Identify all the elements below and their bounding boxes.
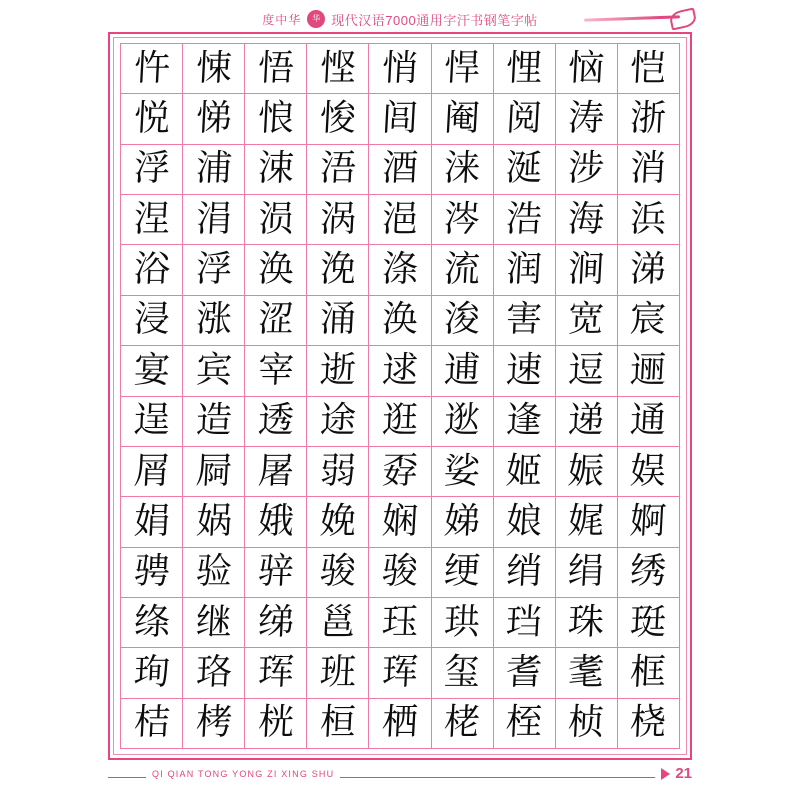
character-glyph: 悌 — [194, 98, 233, 140]
character-cell — [556, 94, 618, 144]
character-glyph: 娲 — [194, 500, 233, 542]
character-glyph: 忤 — [132, 47, 171, 89]
character-glyph: 绦 — [132, 601, 171, 643]
character-cell — [245, 245, 307, 295]
character-cell — [369, 648, 431, 698]
character-cell — [183, 699, 245, 749]
character-glyph: 逑 — [380, 349, 420, 391]
character-cell — [556, 598, 618, 648]
character-cell — [432, 245, 494, 295]
pen-body — [584, 15, 680, 21]
character-cell — [369, 598, 431, 648]
character-cell — [369, 44, 431, 94]
character-grid — [120, 43, 680, 749]
footer-pinyin: QI QIAN TONG YONG ZI XING SHU — [146, 769, 340, 779]
character-glyph: 流 — [443, 249, 482, 291]
character-cell — [432, 145, 494, 195]
character-glyph: 悦 — [132, 98, 171, 140]
character-glyph: 透 — [256, 400, 295, 442]
character-glyph: 栳 — [443, 702, 482, 744]
character-glyph: 润 — [505, 249, 544, 291]
character-glyph: 娘 — [505, 500, 544, 542]
character-glyph: 绠 — [443, 551, 482, 593]
character-glyph: 阅 — [505, 98, 544, 140]
character-cell — [245, 296, 307, 346]
character-glyph: 逝 — [318, 349, 357, 391]
character-glyph: 浸 — [132, 299, 171, 341]
character-cell — [121, 598, 183, 648]
character-cell — [245, 648, 307, 698]
character-glyph: 骍 — [256, 551, 295, 593]
character-glyph: 珣 — [132, 651, 171, 693]
character-cell — [245, 195, 307, 245]
character-glyph: 绢 — [567, 551, 606, 593]
character-glyph: 娥 — [256, 500, 295, 542]
character-cell — [121, 497, 183, 547]
character-cell — [245, 94, 307, 144]
character-glyph: 绣 — [629, 551, 668, 593]
character-glyph: 桓 — [318, 702, 357, 744]
character-cell — [307, 44, 369, 94]
character-cell — [432, 598, 494, 648]
character-cell — [307, 699, 369, 749]
character-glyph: 班 — [318, 651, 357, 693]
character-glyph: 悝 — [505, 47, 544, 89]
character-cell — [183, 598, 245, 648]
character-cell — [369, 195, 431, 245]
character-cell — [432, 548, 494, 598]
character-glyph: 涧 — [567, 249, 606, 291]
character-glyph: 珽 — [629, 601, 668, 643]
character-glyph: 娩 — [318, 500, 357, 542]
character-glyph: 桄 — [256, 702, 295, 744]
character-glyph: 浦 — [194, 148, 233, 190]
character-cell — [556, 699, 618, 749]
character-glyph: 娟 — [132, 500, 171, 542]
character-cell — [494, 346, 556, 396]
character-cell — [494, 94, 556, 144]
character-glyph: 娴 — [380, 500, 420, 542]
character-cell — [307, 648, 369, 698]
character-cell — [494, 497, 556, 547]
character-glyph: 耄 — [567, 651, 606, 693]
character-cell — [494, 648, 556, 698]
character-cell — [556, 44, 618, 94]
character-glyph: 速 — [505, 349, 544, 391]
character-glyph: 娣 — [443, 500, 482, 542]
character-cell — [618, 648, 680, 698]
character-glyph: 宴 — [132, 349, 171, 391]
character-cell — [369, 296, 431, 346]
character-cell — [494, 397, 556, 447]
character-cell — [307, 245, 369, 295]
character-glyph: 骏 — [318, 551, 357, 593]
character-cell — [121, 195, 183, 245]
character-cell — [618, 497, 680, 547]
character-cell — [556, 648, 618, 698]
character-cell — [556, 296, 618, 346]
character-glyph: 娠 — [567, 450, 606, 492]
character-glyph: 浚 — [443, 299, 482, 341]
character-glyph: 涣 — [380, 299, 420, 341]
character-cell — [618, 296, 680, 346]
character-cell — [618, 397, 680, 447]
character-glyph: 害 — [505, 299, 544, 341]
character-cell — [307, 447, 369, 497]
character-cell — [369, 699, 431, 749]
character-cell — [618, 195, 680, 245]
character-glyph: 浙 — [629, 98, 668, 140]
character-glyph: 桡 — [629, 702, 668, 744]
character-cell — [432, 44, 494, 94]
character-cell — [618, 548, 680, 598]
character-glyph: 骋 — [132, 551, 171, 593]
character-cell — [556, 497, 618, 547]
character-cell — [618, 94, 680, 144]
character-cell — [618, 245, 680, 295]
character-cell — [121, 346, 183, 396]
character-glyph: 珲 — [256, 651, 295, 693]
character-cell — [245, 346, 307, 396]
character-cell — [494, 44, 556, 94]
character-cell — [369, 497, 431, 547]
character-cell — [245, 44, 307, 94]
character-glyph: 悢 — [256, 98, 295, 140]
fountain-pen-icon — [584, 8, 704, 26]
character-glyph: 途 — [318, 400, 357, 442]
character-cell — [307, 548, 369, 598]
character-glyph: 宰 — [256, 349, 295, 391]
character-cell — [618, 598, 680, 648]
character-glyph: 屠 — [256, 450, 295, 492]
character-glyph: 邕 — [318, 601, 357, 643]
character-glyph: 浯 — [318, 148, 357, 190]
character-glyph: 悚 — [194, 47, 233, 89]
character-cell — [245, 598, 307, 648]
character-cell — [121, 699, 183, 749]
character-glyph: 珙 — [443, 601, 482, 643]
character-cell — [121, 296, 183, 346]
character-glyph: 婀 — [629, 500, 668, 542]
character-cell — [369, 397, 431, 447]
character-cell — [245, 699, 307, 749]
character-cell — [121, 94, 183, 144]
character-glyph: 孬 — [380, 450, 420, 492]
character-glyph: 悟 — [256, 47, 295, 89]
character-glyph: 涕 — [629, 249, 668, 291]
character-cell — [121, 648, 183, 698]
character-cell — [369, 245, 431, 295]
character-cell — [556, 397, 618, 447]
character-glyph: 造 — [194, 400, 233, 442]
character-glyph: 弱 — [318, 450, 357, 492]
character-glyph: 验 — [194, 551, 233, 593]
character-cell — [618, 447, 680, 497]
character-glyph: 逖 — [443, 400, 482, 442]
character-glyph: 悭 — [318, 47, 357, 89]
character-cell — [245, 447, 307, 497]
character-glyph: 消 — [629, 148, 668, 190]
character-glyph: 逋 — [443, 349, 482, 391]
character-glyph: 涩 — [256, 299, 295, 341]
character-glyph: 浩 — [505, 198, 544, 240]
publisher-brand: 度中华 — [262, 12, 302, 27]
character-glyph: 桔 — [132, 702, 171, 744]
character-glyph: 栲 — [194, 702, 233, 744]
character-glyph: 框 — [629, 651, 668, 693]
character-glyph: 涡 — [318, 198, 357, 240]
character-cell — [432, 397, 494, 447]
character-glyph: 涓 — [194, 198, 233, 240]
character-glyph: 娓 — [567, 500, 606, 542]
character-cell — [369, 145, 431, 195]
character-cell — [556, 548, 618, 598]
character-glyph: 珲 — [380, 651, 420, 693]
character-cell — [494, 245, 556, 295]
character-cell — [494, 548, 556, 598]
character-cell — [121, 245, 183, 295]
character-glyph: 绡 — [505, 551, 544, 593]
character-cell — [183, 296, 245, 346]
character-cell — [432, 699, 494, 749]
character-cell — [432, 447, 494, 497]
character-cell — [618, 346, 680, 396]
character-glyph: 涢 — [256, 198, 295, 240]
character-glyph: 涔 — [443, 198, 482, 240]
character-cell — [307, 195, 369, 245]
character-glyph: 涤 — [380, 249, 420, 291]
character-glyph: 珏 — [380, 601, 420, 643]
character-glyph: 涣 — [256, 249, 295, 291]
character-cell — [556, 245, 618, 295]
character-cell — [183, 44, 245, 94]
character-cell — [121, 447, 183, 497]
character-glyph: 逛 — [380, 400, 420, 442]
character-cell — [618, 699, 680, 749]
character-glyph: 恺 — [629, 47, 668, 89]
character-glyph: 浥 — [380, 198, 420, 240]
character-cell — [183, 346, 245, 396]
character-cell — [307, 94, 369, 144]
character-cell — [369, 548, 431, 598]
character-cell — [618, 44, 680, 94]
character-glyph: 海 — [567, 198, 606, 240]
character-glyph: 浮 — [132, 148, 171, 190]
character-cell — [369, 447, 431, 497]
character-glyph: 宸 — [629, 299, 668, 341]
page-number: 21 — [675, 765, 692, 782]
character-glyph: 宽 — [567, 299, 606, 341]
page-title: 现代汉语7000通用字汗书钢笔字帖 — [331, 12, 538, 28]
character-glyph: 悄 — [380, 47, 420, 89]
triangle-right-icon — [661, 768, 670, 780]
character-glyph: 涎 — [505, 148, 544, 190]
character-glyph: 悛 — [318, 98, 357, 140]
character-glyph: 珰 — [505, 601, 544, 643]
character-cell — [432, 648, 494, 698]
character-cell — [618, 145, 680, 195]
publisher-logo-icon: 华 — [307, 10, 325, 28]
character-glyph: 浮 — [194, 249, 233, 291]
character-cell — [183, 648, 245, 698]
character-glyph: 浼 — [318, 249, 357, 291]
character-glyph: 宾 — [194, 349, 233, 391]
character-cell — [432, 195, 494, 245]
character-cell — [307, 598, 369, 648]
character-cell — [432, 497, 494, 547]
character-cell — [121, 548, 183, 598]
character-glyph: 骏 — [380, 551, 420, 593]
character-glyph: 阉 — [443, 98, 482, 140]
character-cell — [556, 195, 618, 245]
character-glyph: 屑 — [132, 450, 171, 492]
character-glyph: 逦 — [629, 349, 668, 391]
character-cell — [307, 145, 369, 195]
character-cell — [121, 397, 183, 447]
character-cell — [369, 346, 431, 396]
character-glyph: 浴 — [132, 249, 171, 291]
character-glyph: 娱 — [629, 450, 668, 492]
character-cell — [245, 145, 307, 195]
character-glyph: 悍 — [443, 47, 482, 89]
character-cell — [183, 497, 245, 547]
character-glyph: 栖 — [380, 702, 420, 744]
character-cell — [494, 447, 556, 497]
character-cell — [494, 145, 556, 195]
character-cell — [183, 94, 245, 144]
character-glyph: 桎 — [505, 702, 544, 744]
character-glyph: 继 — [194, 601, 233, 643]
character-glyph: 逗 — [567, 349, 606, 391]
character-cell — [432, 346, 494, 396]
character-cell — [432, 94, 494, 144]
character-glyph: 涨 — [194, 299, 233, 341]
character-cell — [245, 497, 307, 547]
character-cell — [307, 346, 369, 396]
character-cell — [494, 296, 556, 346]
character-glyph: 涞 — [443, 148, 482, 190]
character-cell — [556, 346, 618, 396]
character-cell — [183, 447, 245, 497]
character-glyph: 逞 — [132, 400, 171, 442]
page-footer — [108, 766, 692, 790]
character-cell — [121, 44, 183, 94]
character-cell — [556, 447, 618, 497]
character-glyph: 珠 — [567, 601, 606, 643]
character-cell — [432, 296, 494, 346]
character-cell — [121, 145, 183, 195]
character-glyph: 绨 — [256, 601, 295, 643]
character-glyph: 屙 — [194, 450, 233, 492]
character-glyph: 娑 — [443, 450, 482, 492]
character-glyph: 玺 — [443, 651, 482, 693]
character-cell — [556, 145, 618, 195]
character-glyph: 涅 — [132, 198, 171, 240]
character-glyph: 涑 — [256, 148, 295, 190]
character-glyph: 恼 — [567, 47, 606, 89]
character-glyph: 闾 — [380, 98, 420, 140]
character-cell — [245, 548, 307, 598]
character-glyph: 耆 — [505, 651, 544, 693]
character-glyph: 酒 — [380, 148, 420, 190]
character-glyph: 浜 — [629, 198, 668, 240]
character-cell — [183, 397, 245, 447]
character-cell — [183, 245, 245, 295]
character-cell — [494, 699, 556, 749]
character-cell — [494, 598, 556, 648]
character-cell — [307, 497, 369, 547]
character-glyph: 涉 — [567, 148, 606, 190]
character-glyph: 逢 — [505, 400, 544, 442]
header-inner — [262, 10, 537, 29]
character-glyph: 递 — [567, 400, 606, 442]
character-cell — [245, 397, 307, 447]
character-glyph: 桢 — [567, 702, 606, 744]
character-cell — [307, 397, 369, 447]
character-cell — [494, 195, 556, 245]
character-cell — [183, 195, 245, 245]
character-glyph: 珞 — [194, 651, 233, 693]
character-cell — [183, 145, 245, 195]
character-cell — [183, 548, 245, 598]
character-glyph: 姬 — [505, 450, 544, 492]
character-glyph: 通 — [629, 400, 668, 442]
character-glyph: 涌 — [318, 299, 357, 341]
character-cell — [307, 296, 369, 346]
character-glyph: 涛 — [567, 98, 606, 140]
character-cell — [369, 94, 431, 144]
page-number-group — [655, 765, 692, 782]
